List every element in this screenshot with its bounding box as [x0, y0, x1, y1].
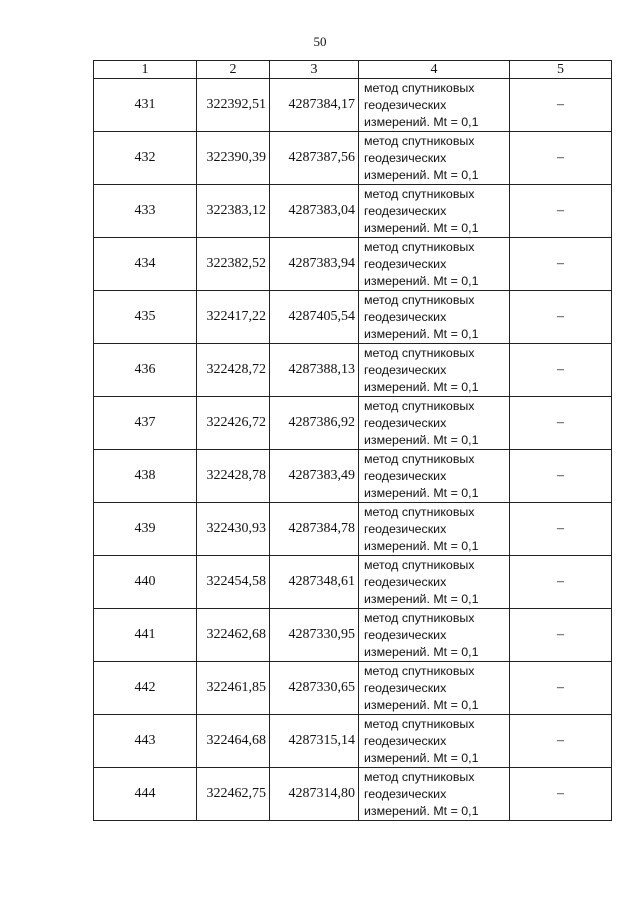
method-text-line: метод спутниковых	[364, 716, 475, 731]
method-cell	[359, 609, 510, 662]
x-coordinate-cell: 322382,52	[197, 238, 270, 291]
method-text-line: измерений. Mt = 0,1	[364, 697, 479, 712]
method-text-line: измерений. Mt = 0,1	[364, 591, 479, 606]
point-number-cell: 444	[94, 768, 197, 821]
method-text-line: измерений. Mt = 0,1	[364, 644, 479, 659]
note-dash: –	[557, 574, 564, 589]
table-row	[94, 768, 612, 821]
point-number-cell: 440	[94, 556, 197, 609]
y-coordinate-cell: 4287315,14	[270, 715, 359, 768]
method-text-line: измерений. Mt = 0,1	[364, 803, 479, 818]
x-coordinate-cell: 322426,72	[197, 397, 270, 450]
note-cell	[510, 503, 612, 556]
y-coordinate-cell: 4287384,17	[270, 79, 359, 132]
column-header-y: 3	[270, 61, 359, 79]
note-dash: –	[557, 309, 564, 324]
note-cell	[510, 238, 612, 291]
method-text-line: метод спутниковых	[364, 80, 475, 95]
x-coordinate-cell: 322454,58	[197, 556, 270, 609]
method-text-line: метод спутниковых	[364, 557, 475, 572]
method-text-line: геодезических	[364, 97, 447, 112]
method-text-line: измерений. Mt = 0,1	[364, 750, 479, 765]
note-dash: –	[557, 733, 564, 748]
table-row	[94, 291, 612, 344]
table-row	[94, 397, 612, 450]
table-row	[94, 609, 612, 662]
method-text-line: геодезических	[364, 415, 447, 430]
method-text-line: геодезических	[364, 309, 447, 324]
table-row	[94, 344, 612, 397]
method-text-line: метод спутниковых	[364, 451, 475, 466]
note-cell	[510, 556, 612, 609]
method-text-line: метод спутниковых	[364, 239, 475, 254]
table-row	[94, 715, 612, 768]
note-dash: –	[557, 468, 564, 483]
method-text-line: измерений. Mt = 0,1	[364, 379, 479, 394]
method-cell	[359, 768, 510, 821]
note-cell	[510, 291, 612, 344]
note-dash: –	[557, 415, 564, 430]
note-dash: –	[557, 786, 564, 801]
method-text-line: метод спутниковых	[364, 292, 475, 307]
table-row	[94, 185, 612, 238]
table-row	[94, 450, 612, 503]
method-text-line: метод спутниковых	[364, 769, 475, 784]
table-row	[94, 556, 612, 609]
y-coordinate-cell: 4287405,54	[270, 291, 359, 344]
note-dash: –	[557, 627, 564, 642]
x-coordinate-cell: 322462,75	[197, 768, 270, 821]
method-text-line: геодезических	[364, 468, 447, 483]
y-coordinate-cell: 4287388,13	[270, 344, 359, 397]
method-cell	[359, 662, 510, 715]
column-header-method: 4	[359, 61, 510, 79]
table-row	[94, 662, 612, 715]
method-cell	[359, 291, 510, 344]
note-cell	[510, 768, 612, 821]
y-coordinate-cell: 4287330,95	[270, 609, 359, 662]
point-number-cell: 433	[94, 185, 197, 238]
note-cell	[510, 132, 612, 185]
method-cell	[359, 556, 510, 609]
method-text-line: измерений. Mt = 0,1	[364, 167, 479, 182]
coordinates-table	[93, 60, 612, 821]
method-text-line: измерений. Mt = 0,1	[364, 114, 479, 129]
note-dash: –	[557, 97, 564, 112]
point-number-cell: 441	[94, 609, 197, 662]
method-text-line: метод спутниковых	[364, 133, 475, 148]
x-coordinate-cell: 322383,12	[197, 185, 270, 238]
note-cell	[510, 450, 612, 503]
x-coordinate-cell: 322461,85	[197, 662, 270, 715]
note-dash: –	[557, 150, 564, 165]
point-number-cell: 438	[94, 450, 197, 503]
y-coordinate-cell: 4287386,92	[270, 397, 359, 450]
note-dash: –	[557, 362, 564, 377]
point-number-cell: 431	[94, 79, 197, 132]
note-dash: –	[557, 521, 564, 536]
page-number: 50	[313, 34, 327, 49]
method-text-line: геодезических	[364, 786, 447, 801]
method-text-line: геодезических	[364, 574, 447, 589]
y-coordinate-cell: 4287348,61	[270, 556, 359, 609]
method-text-line: геодезических	[364, 256, 447, 271]
note-cell	[510, 79, 612, 132]
method-text-line: геодезических	[364, 362, 447, 377]
x-coordinate-cell: 322462,68	[197, 609, 270, 662]
x-coordinate-cell: 322428,72	[197, 344, 270, 397]
point-number-cell: 436	[94, 344, 197, 397]
header-row	[94, 61, 612, 79]
table-header	[94, 61, 612, 79]
method-text-line: измерений. Mt = 0,1	[364, 432, 479, 447]
method-text-line: метод спутниковых	[364, 610, 475, 625]
note-cell	[510, 609, 612, 662]
point-number-cell: 434	[94, 238, 197, 291]
point-number-cell: 442	[94, 662, 197, 715]
x-coordinate-cell: 322417,22	[197, 291, 270, 344]
note-cell	[510, 715, 612, 768]
method-text-line: метод спутниковых	[364, 345, 475, 360]
method-cell	[359, 344, 510, 397]
column-header-note: 5	[510, 61, 612, 79]
y-coordinate-cell: 4287330,65	[270, 662, 359, 715]
method-text-line: измерений. Mt = 0,1	[364, 220, 479, 235]
method-cell	[359, 715, 510, 768]
y-coordinate-cell: 4287384,78	[270, 503, 359, 556]
method-text-line: геодезических	[364, 627, 447, 642]
note-cell	[510, 397, 612, 450]
column-header-x: 2	[197, 61, 270, 79]
column-header-point: 1	[94, 61, 197, 79]
table-body	[94, 79, 612, 821]
note-cell	[510, 185, 612, 238]
table-row	[94, 132, 612, 185]
method-text-line: измерений. Mt = 0,1	[364, 538, 479, 553]
table-row	[94, 79, 612, 132]
method-text-line: геодезических	[364, 203, 447, 218]
method-cell	[359, 503, 510, 556]
method-cell	[359, 450, 510, 503]
note-dash: –	[557, 256, 564, 271]
y-coordinate-cell: 4287383,49	[270, 450, 359, 503]
point-number-cell: 443	[94, 715, 197, 768]
y-coordinate-cell: 4287314,80	[270, 768, 359, 821]
point-number-cell: 439	[94, 503, 197, 556]
y-coordinate-cell: 4287383,94	[270, 238, 359, 291]
method-text-line: метод спутниковых	[364, 398, 475, 413]
method-text-line: измерений. Mt = 0,1	[364, 326, 479, 341]
y-coordinate-cell: 4287383,04	[270, 185, 359, 238]
note-cell	[510, 662, 612, 715]
method-text-line: измерений. Mt = 0,1	[364, 273, 479, 288]
method-text-line: геодезических	[364, 150, 447, 165]
method-text-line: геодезических	[364, 521, 447, 536]
method-text-line: метод спутниковых	[364, 663, 475, 678]
x-coordinate-cell: 322390,39	[197, 132, 270, 185]
method-text-line: измерений. Mt = 0,1	[364, 485, 479, 500]
x-coordinate-cell: 322430,93	[197, 503, 270, 556]
note-dash: –	[557, 203, 564, 218]
method-text-line: геодезических	[364, 733, 447, 748]
x-coordinate-cell: 322428,78	[197, 450, 270, 503]
method-cell	[359, 79, 510, 132]
table-row	[94, 503, 612, 556]
x-coordinate-cell: 322464,68	[197, 715, 270, 768]
point-number-cell: 435	[94, 291, 197, 344]
method-text-line: метод спутниковых	[364, 186, 475, 201]
method-text-line: геодезических	[364, 680, 447, 695]
table-row	[94, 238, 612, 291]
note-dash: –	[557, 680, 564, 695]
method-cell	[359, 132, 510, 185]
note-cell	[510, 344, 612, 397]
method-cell	[359, 397, 510, 450]
method-text-line: метод спутниковых	[364, 504, 475, 519]
point-number-cell: 437	[94, 397, 197, 450]
method-cell	[359, 185, 510, 238]
point-number-cell: 432	[94, 132, 197, 185]
y-coordinate-cell: 4287387,56	[270, 132, 359, 185]
x-coordinate-cell: 322392,51	[197, 79, 270, 132]
method-cell	[359, 238, 510, 291]
